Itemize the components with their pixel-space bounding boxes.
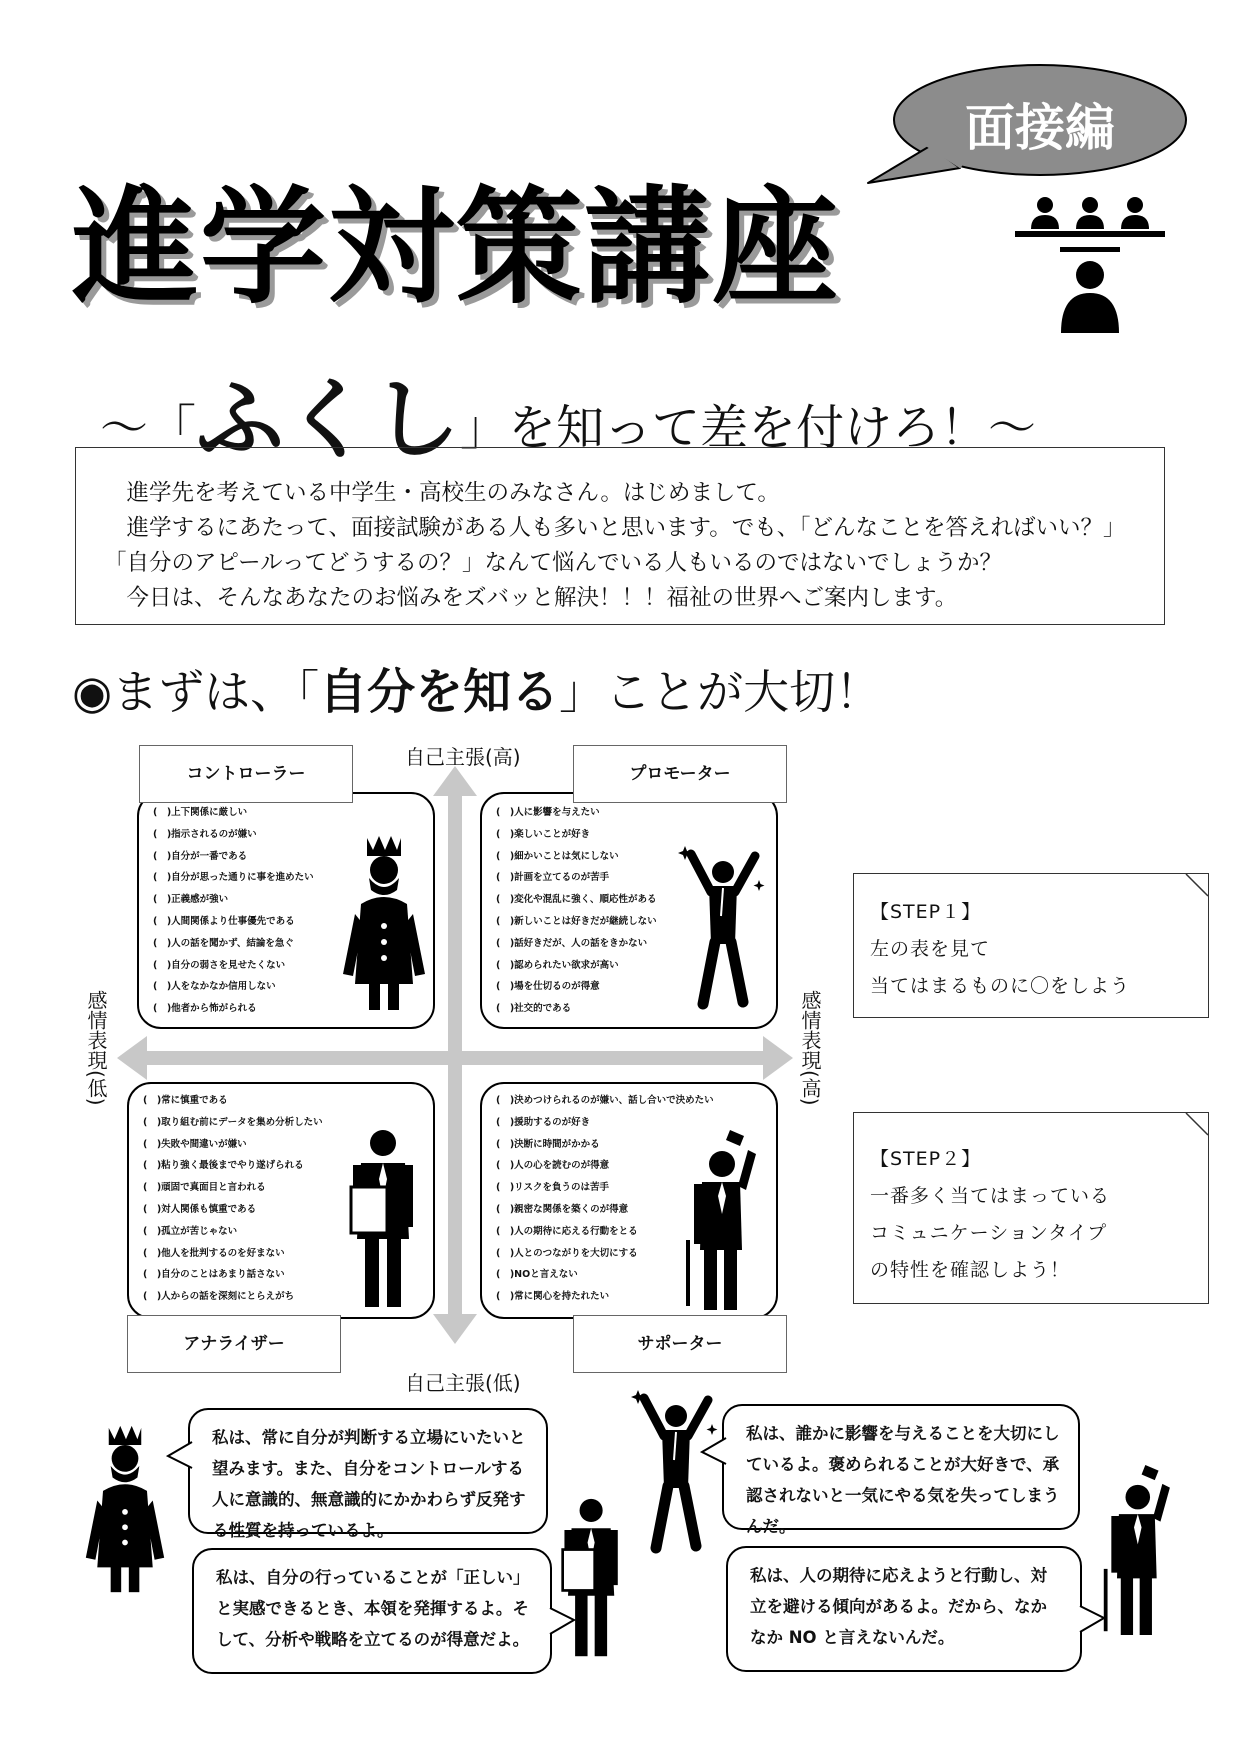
folded-corner-icon: [1184, 872, 1210, 898]
speech-analyzer: [192, 1548, 552, 1674]
list-item[interactable]: ( )親密な関係を築くのが得意: [496, 1203, 629, 1215]
axis-label-top: 自己主張(高): [405, 745, 521, 769]
list-item[interactable]: ( )人間関係より仕事優先である: [153, 915, 295, 927]
promoter-checklist: [496, 802, 657, 1020]
intro-line: 今日は、そんなあなたのお悩みをズバッと解決！！！福祉の世界へご案内します。: [126, 585, 958, 611]
step2-line: の特性を確認しよう！: [870, 1259, 1071, 1281]
king-figure-icon: [82, 1420, 168, 1600]
type-label-promoter: プロモーター: [573, 745, 787, 803]
intro-line: 進学先を考えている中学生・高校生のみなさん。はじめまして。: [126, 480, 780, 506]
list-item[interactable]: ( )決めつけられるのが嫌い、話し合いで決めたい: [496, 1095, 714, 1106]
page-subtitle: [100, 368, 1037, 471]
step1-box: [853, 873, 1209, 1018]
controller-checklist: [153, 802, 314, 1020]
section-prefix: まずは、「: [112, 665, 320, 719]
list-item[interactable]: ( )自分が一番である: [153, 850, 248, 862]
step2-box: [853, 1112, 1209, 1304]
speech-tail: [700, 1436, 728, 1466]
list-item[interactable]: ( )認められたい欲求が高い: [496, 959, 619, 971]
speech-promoter-text: 私は、誰かに影響を与えることを大切にしているよ。褒められることが大好きで、承認されないと一気にやる気を失ってしまうんだ。: [746, 1424, 1060, 1536]
list-item[interactable]: ( )常に慎重である: [143, 1095, 228, 1106]
list-item[interactable]: ( )リスクを負うのは苦手: [496, 1182, 609, 1194]
list-item[interactable]: ( )NOと言えない: [496, 1269, 578, 1281]
list-item[interactable]: ( )決断に時間がかかる: [496, 1138, 600, 1150]
king-figure-icon: [339, 834, 429, 1014]
step2-line: 一番多く当てはまっている: [870, 1185, 1111, 1207]
list-item[interactable]: ( )楽しいことが好き: [496, 828, 591, 840]
list-item[interactable]: ( )孤立が苦じゃない: [143, 1225, 238, 1237]
subtitle-prefix: ～「: [100, 400, 197, 456]
intro-line: 進学するにあたって、面接試験がある人も多いと思います。でも、「どんなことを答えればいい？」「自分のアピールってどうするの？」なんて悩んでいる人もいるのではないでしょうか？: [104, 515, 1126, 576]
axis-label-right: 感情表現(高): [798, 990, 822, 1106]
speech-controller-text: 私は、常に自分が判断する立場にいたいと望みます。また、自分をコントロールする人に意識的、無意識的にかかわらず反発する性質を持っているよ。: [212, 1428, 526, 1540]
speech-promoter: [722, 1404, 1080, 1536]
step2-line: コミュニケーションタイプ: [870, 1222, 1108, 1244]
section-suffix: 」ことが大切！: [559, 665, 882, 719]
section-emphasis: 自分を知る: [319, 664, 560, 720]
list-item[interactable]: ( )失敗や間違いが嫌い: [143, 1138, 247, 1150]
list-item[interactable]: ( )援助するのが好き: [496, 1116, 591, 1128]
list-item[interactable]: ( )社交的である: [496, 1003, 572, 1015]
list-item[interactable]: ( )自分が思った通りに事を進めたい: [153, 872, 314, 884]
axis-label-bottom: 自己主張(低): [405, 1371, 521, 1395]
speech-supporter: [726, 1546, 1082, 1672]
quadrant-controller: [137, 792, 435, 1029]
step1-line: 当てはまるものに〇をしよう: [870, 975, 1131, 997]
list-item[interactable]: ( )他人を批判するのを好まない: [143, 1247, 285, 1259]
speech-supporter-text: 私は、人の期待に応えようと行動し、対立を避ける傾向があるよ。だから、なかなか NO と言えないんだ。: [750, 1566, 1047, 1647]
step2-title: 【STEP２】: [870, 1148, 982, 1170]
analyst-figure-icon: [552, 1488, 632, 1668]
analyst-figure-icon: [339, 1129, 429, 1309]
quadrant-supporter: [480, 1082, 778, 1319]
type-label-controller: コントローラー: [139, 745, 353, 803]
subtitle-suffix: 」を知って差を付けろ！～: [460, 400, 1037, 456]
list-item[interactable]: ( )他者から怖がられる: [153, 1003, 257, 1015]
list-item[interactable]: ( )話好きだが、人の話をきかない: [496, 937, 648, 949]
list-item[interactable]: ( )人に影響を与えたい: [496, 807, 600, 818]
interview-icon: [1015, 195, 1165, 335]
list-item[interactable]: ( )上下関係に厳しい: [153, 807, 248, 818]
edition-label: 面接編: [965, 99, 1115, 157]
speech-analyzer-text: 私は、自分の行っていることが「正しい」と実感できるとき、本領を発揮するよ。そして、分析や戦略を立てるのが得意だよ。: [216, 1568, 530, 1649]
quadrant-analyzer: [127, 1082, 435, 1319]
list-item[interactable]: ( )自分の弱さを見せたくない: [153, 959, 286, 971]
subtitle-emphasis: ふくし: [196, 368, 461, 471]
quadrant-promoter: [480, 792, 778, 1029]
list-item[interactable]: ( )取り組む前にデータを集め分析したい: [143, 1116, 323, 1128]
list-item[interactable]: ( )指示されるのが嫌い: [153, 828, 257, 840]
list-item[interactable]: ( )粘り強く最後までやり遂げられる: [143, 1160, 304, 1172]
speech-tail: [166, 1440, 194, 1470]
cheering-figure-icon: [630, 1388, 720, 1558]
gentleman-figure-icon: [1100, 1460, 1185, 1640]
analyzer-checklist: [143, 1090, 323, 1308]
step1-line: 左の表を見て: [870, 938, 991, 960]
axis-label-left: 感情表現(低): [84, 990, 108, 1106]
step1-title: 【STEP１】: [870, 901, 982, 923]
list-item[interactable]: ( )頑固で真面目と言われる: [143, 1182, 266, 1194]
target-icon: ◉: [72, 665, 113, 719]
list-item[interactable]: ( )変化や混乱に強く、順応性がある: [496, 894, 657, 906]
list-item[interactable]: ( )場を仕切るのが得意: [496, 981, 600, 993]
list-item[interactable]: ( )正義感が強い: [153, 894, 229, 906]
list-item[interactable]: ( )対人関係も慎重である: [143, 1203, 257, 1215]
list-item[interactable]: ( )人の話を聞かず、結論を急ぐ: [153, 937, 294, 949]
cheering-figure-icon: [677, 844, 767, 1014]
page-title: 進学対策講座: [72, 174, 840, 321]
gentleman-figure-icon: [682, 1130, 772, 1310]
list-item[interactable]: ( )自分のことはあまり話さない: [143, 1269, 285, 1281]
list-item[interactable]: ( )細かいことは気にしない: [496, 850, 619, 862]
section-heading: [72, 664, 882, 720]
list-item[interactable]: ( )人とのつながりを大切にする: [496, 1247, 638, 1259]
list-item[interactable]: ( )人をなかなか信用しない: [153, 981, 276, 993]
list-item[interactable]: ( )人の期待に応える行動をとる: [496, 1225, 638, 1237]
list-item[interactable]: ( )新しいことは好きだが継続しない: [496, 915, 657, 927]
type-label-analyzer: アナライザー: [127, 1315, 341, 1373]
folded-corner-icon: [1184, 1111, 1210, 1137]
list-item[interactable]: ( )人からの話を深刻にとらえがち: [143, 1291, 295, 1303]
list-item[interactable]: ( )計画を立てるのが苦手: [496, 872, 610, 884]
intro-box: [75, 447, 1165, 625]
speech-controller: [188, 1408, 548, 1540]
list-item[interactable]: ( )常に関心を持たれたい: [496, 1291, 610, 1303]
list-item[interactable]: ( )人の心を読むのが得意: [496, 1160, 610, 1172]
type-label-supporter: サポーター: [573, 1315, 787, 1373]
